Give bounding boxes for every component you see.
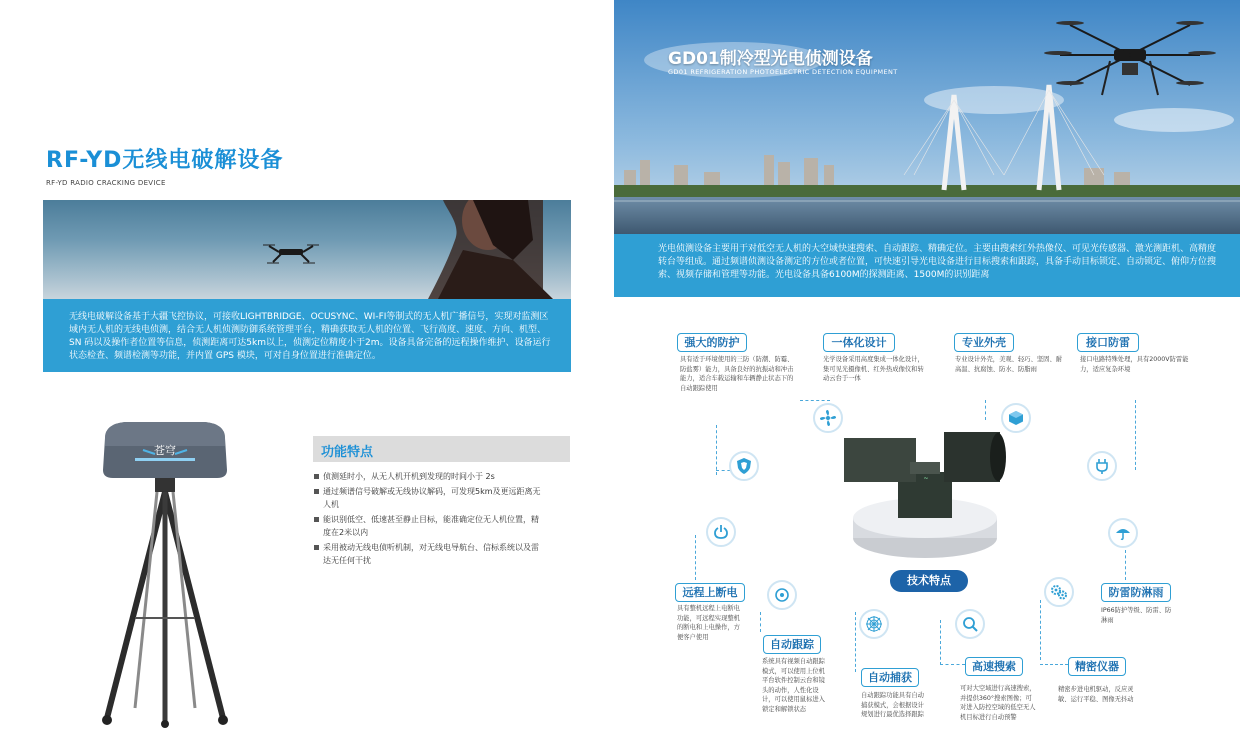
power-icon	[706, 517, 736, 547]
umbrella-icon	[1108, 518, 1138, 548]
feature-text-precision-instrument: 精密步进电机驱动，反应灵敏、运行平稳、图像无抖动	[1058, 686, 1134, 703]
feature-label-lightning-rain-proof: 防雷防淋雨	[1101, 583, 1171, 602]
features-heading: 功能特点	[321, 445, 374, 460]
shield-icon	[729, 451, 759, 481]
feature-text-remote-power: 具有整机远程上电断电功能，可远程实现整机的断电和上电操作，方便客户使用	[677, 605, 740, 641]
feature-item: 侦测延时小，从无人机开机到发现的时间小于 2s	[313, 470, 543, 483]
feature-text-professional-shell: 专业设计外壳，美观、轻巧、坚固、耐高温、抗腐蚀、防水、防脂雨	[955, 356, 1063, 373]
photoelectric-device-image	[840, 420, 1010, 570]
feature-label-professional-shell: 专业外壳	[954, 333, 1014, 352]
tech-features-label: 技术特点	[890, 570, 968, 592]
svg-text:~: ~	[923, 475, 929, 482]
feature-text-auto-tracking: 系统具有视频自动跟踪模式，可以使用上位机平台软件控制云台和镜头的动作，人性化设计，可以使用鼠标进入锁定和解锁状态	[762, 658, 825, 713]
radio-cracking-device-image	[95, 418, 235, 728]
drone-icon	[263, 245, 319, 263]
bridge-hero-image	[614, 0, 1240, 234]
feature-text-auto-capture: 自动跟踪功能具有自动捕获模式，会根据设计规划进行最优选择跟踪	[861, 692, 924, 718]
target-icon	[767, 580, 797, 610]
feature-item: 采用被动无线电侦听机制，对无线电导航台、信标系统以及雷达无任何干扰	[313, 541, 543, 567]
feature-item: 通过频谱信号破解或无线协议解码，可发现5km及更远距离无人机	[313, 485, 543, 511]
feature-label-high-speed-search: 高速搜索	[965, 657, 1023, 676]
drone-hero-image	[43, 200, 571, 299]
feature-text-interface-lightning: 接口电路特殊处理，具有2000V防雷能力，适应复杂环境	[1080, 356, 1189, 373]
features-list	[313, 470, 543, 569]
right-page-description: 光电侦测设备主要用于对低空无人机的大空域快速搜索、自动跟踪、精确定位。主要由搜索红外热像仪、可见光传感器、激光测距机、高精度转台等组成。通过频谱侦测设备测定的方位或者位置，可快速引导光电设备进行目标搜索和跟踪，具备手动目标锁定、自动锁定、俯仰方位搜索、视频存储和管理等功能。光电设备具备6100M的探测距离、1500M的识别距离	[614, 234, 1240, 297]
left-page-title: RF-YD无线电破解设备	[46, 148, 284, 173]
feature-label-integrated-design: 一体化设计	[823, 333, 895, 352]
feature-label-auto-tracking: 自动跟踪	[763, 635, 821, 654]
search-icon	[955, 609, 985, 639]
feature-label-auto-capture: 自动捕获	[861, 668, 919, 687]
feature-text-high-speed-search: 可对大空域进行高速搜索，并提供360°搜索图像；可对进入防控空域的低空无人机目标进行自动预警	[960, 685, 1036, 721]
features-heading-bar	[313, 436, 570, 462]
gears-icon	[1044, 577, 1074, 607]
left-page-description: 无线电破解设备基于大疆飞控协议，可接收LIGHTBRIDGE、OCUSYNC、WI-FI等制式的无人机广播信号，实现对监测区域内无人机的无线电侦测，结合无人机侦测防御系统管理平台，精确获取无人机的位置、飞行高度、速度、方向、机型、SN 码以及操作者位置等信息，侦测距离可达5km以上，侦测定位精度小于2m。设备具备完备的远程操作维护、设备运行状态检查、频谱检测等功能，并内置 GPS 模块，可对自身位置进行准确定位。	[43, 299, 571, 372]
feature-label-precision-instrument: 精密仪器	[1068, 657, 1126, 676]
right-page-title: GD01制冷型光电侦测设备	[668, 49, 873, 69]
feature-label-protection: 强大的防护	[677, 333, 747, 352]
feature-item: 能识别低空、低速甚至静止目标，能准确定位无人机位置，精度在2米以内	[313, 513, 543, 539]
cube-icon	[1001, 403, 1031, 433]
feature-text-lightning-rain-proof: IP66防护等级、防雷、防淋雨	[1101, 607, 1172, 624]
plug-icon	[1087, 451, 1117, 481]
feature-label-interface-lightning: 接口防雷	[1077, 333, 1139, 352]
fan-icon	[813, 403, 843, 433]
web-icon	[859, 609, 889, 639]
feature-label-remote-power: 远程上断电	[675, 583, 745, 602]
feature-text-protection: 具有适于环境使用的三防（防潮、防霉、防盐雾）能力，具备良好的抗振动和冲击能力，适合车载运输和车辆静止状态下的自动跟踪使用	[680, 356, 794, 392]
right-page-subtitle: GD01 REFRIGERATION PHOTOELECTRIC DETECTION EQUIPMENT	[668, 68, 898, 76]
feature-text-integrated-design: 光学设备采用高度集成一体化设计，集可见光摄像机、红外热成像仪和转动云台于一体	[823, 356, 924, 382]
device-logo: 苍穹	[154, 444, 176, 457]
left-page-subtitle: RF-YD RADIO CRACKING DEVICE	[46, 179, 166, 187]
